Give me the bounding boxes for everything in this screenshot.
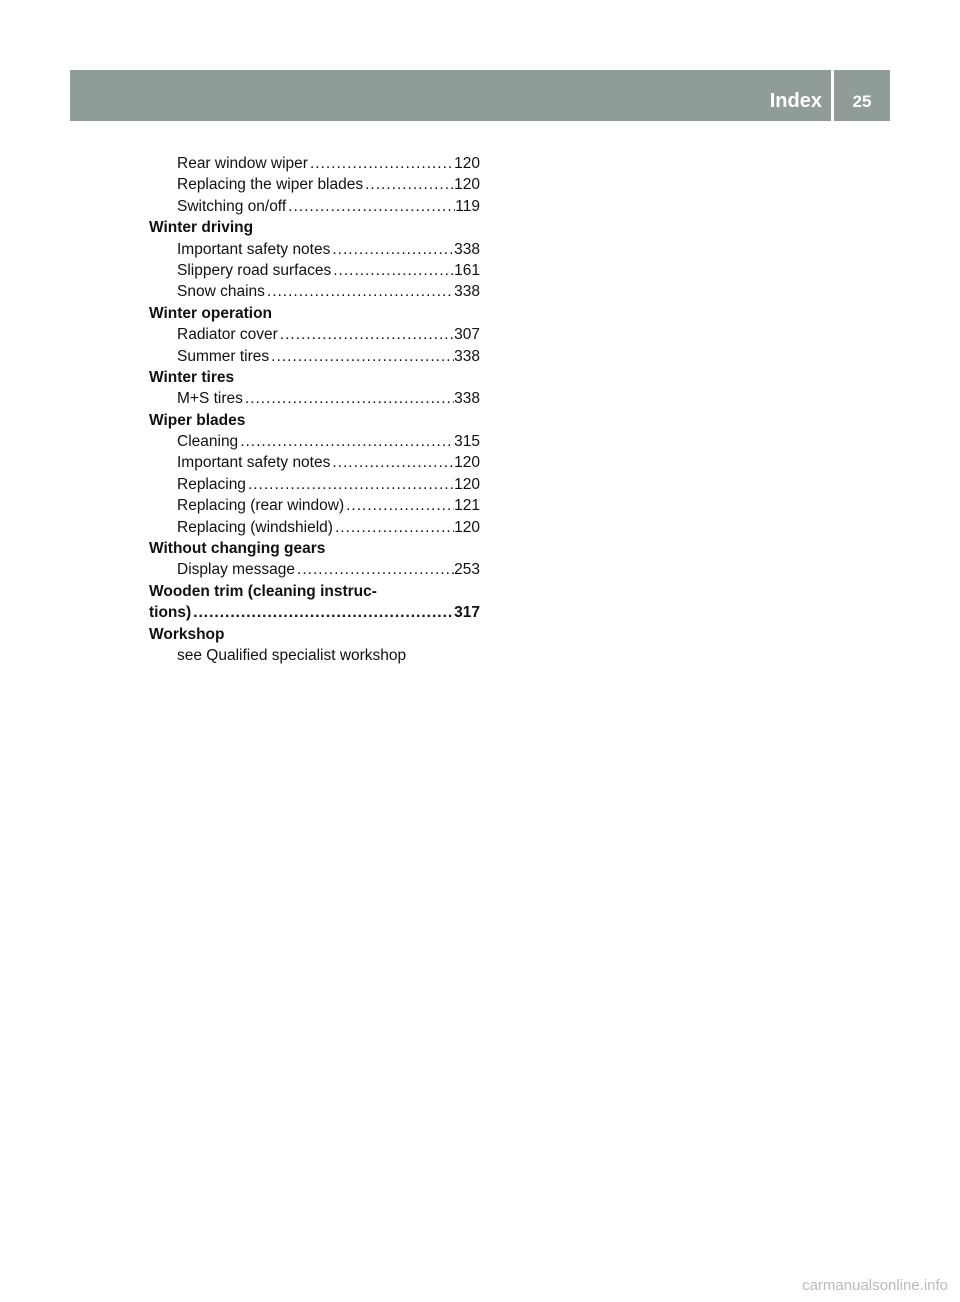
dot-leader: [238, 431, 454, 452]
index-heading: [149, 602, 480, 623]
entry-page-number: 120: [454, 176, 480, 194]
entry-label: Winter driving: [149, 219, 254, 237]
entry-page-number: 120: [454, 155, 480, 172]
entry-label: Wiper blades: [149, 411, 246, 429]
entry-label: Switching on/off: [177, 197, 287, 215]
page-header-bar: [70, 70, 890, 121]
entry-label: Without changing gears: [149, 540, 326, 558]
index-entry: [149, 324, 480, 345]
dot-leader: [286, 196, 455, 217]
dot-leader: [243, 388, 454, 409]
entry-label: Display message: [177, 561, 296, 579]
entry-page-number: 307: [454, 326, 480, 344]
index-heading: [149, 303, 480, 324]
index-heading: [149, 624, 480, 645]
entry-label: see Qualified specialist workshop: [177, 646, 407, 664]
dot-leader: [278, 324, 454, 345]
index-entry: [149, 196, 480, 217]
entry-label: Snow chains: [177, 283, 265, 301]
entry-label: Slippery road surfaces: [177, 261, 332, 279]
dot-leader: [333, 517, 454, 538]
entry-page-number: 119: [455, 197, 480, 215]
index-entry: [149, 153, 480, 174]
entry-label: Summer tires: [177, 347, 270, 365]
watermark: carmanualsonline.info: [802, 1277, 948, 1294]
entry-label: tions): [149, 604, 192, 622]
entry-page-number: 338: [454, 240, 480, 258]
entry-page-number: 120: [454, 454, 480, 472]
entry-label: Cleaning: [177, 433, 239, 451]
dot-leader: [330, 239, 454, 260]
entry-page-number: 338: [454, 347, 480, 365]
entry-page-number: 121: [454, 497, 480, 515]
entry-label: Wooden trim (cleaning instruc-: [149, 582, 377, 600]
entry-page-number: 315: [454, 433, 480, 451]
section-title: Index: [769, 90, 822, 112]
entry-label: Replacing the wiper blades: [177, 176, 364, 194]
index-entry: [149, 452, 480, 473]
index-entry: [149, 559, 480, 580]
dot-leader: [246, 474, 454, 495]
entry-label: Rear window wiper: [177, 155, 308, 172]
dot-leader: [331, 260, 454, 281]
dot-leader: [363, 174, 454, 195]
index-entry: [149, 174, 480, 195]
dot-leader: [269, 346, 454, 367]
index-entry: [149, 495, 480, 516]
index-entry: [149, 645, 480, 666]
index-heading: [149, 367, 480, 388]
index-entry: [149, 517, 480, 538]
dot-leader: [308, 153, 454, 174]
entry-label: M+S tires: [177, 390, 243, 408]
entry-page-number: 120: [454, 518, 480, 536]
index-entry: [149, 260, 480, 281]
dot-leader: [330, 452, 454, 473]
entry-label: Winter tires: [149, 368, 235, 386]
entry-label: Radiator cover: [177, 326, 278, 344]
page-number: 25: [852, 92, 872, 111]
entry-page-number: 317: [454, 604, 480, 622]
dot-leader: [344, 495, 454, 516]
entry-label: Replacing (rear window): [177, 497, 345, 515]
index-heading: [149, 538, 480, 559]
dot-leader: [295, 559, 454, 580]
entry-page-number: 338: [454, 283, 480, 301]
index-heading: [149, 581, 480, 602]
entry-page-number: 253: [454, 561, 480, 579]
entry-page-number: 161: [454, 261, 480, 279]
dot-leader: [191, 602, 454, 623]
index-heading: [149, 410, 480, 431]
index-entry: [149, 346, 480, 367]
index-entry: [149, 281, 480, 302]
index-entry: [149, 388, 480, 409]
index-entry: [149, 239, 480, 260]
index-entry: [149, 431, 480, 452]
entry-page-number: 120: [454, 475, 480, 493]
entry-label: Important safety notes: [177, 240, 331, 258]
entry-label: Replacing (windshield): [177, 518, 333, 536]
entry-label: Important safety notes: [177, 454, 331, 472]
entry-label: Replacing: [177, 475, 246, 493]
index-entry: [149, 474, 480, 495]
entry-label: Workshop: [149, 625, 225, 643]
index-list: [149, 153, 480, 666]
entry-label: Winter operation: [149, 304, 273, 322]
entry-page-number: 338: [454, 390, 480, 408]
index-heading: [149, 217, 480, 238]
dot-leader: [265, 281, 454, 302]
